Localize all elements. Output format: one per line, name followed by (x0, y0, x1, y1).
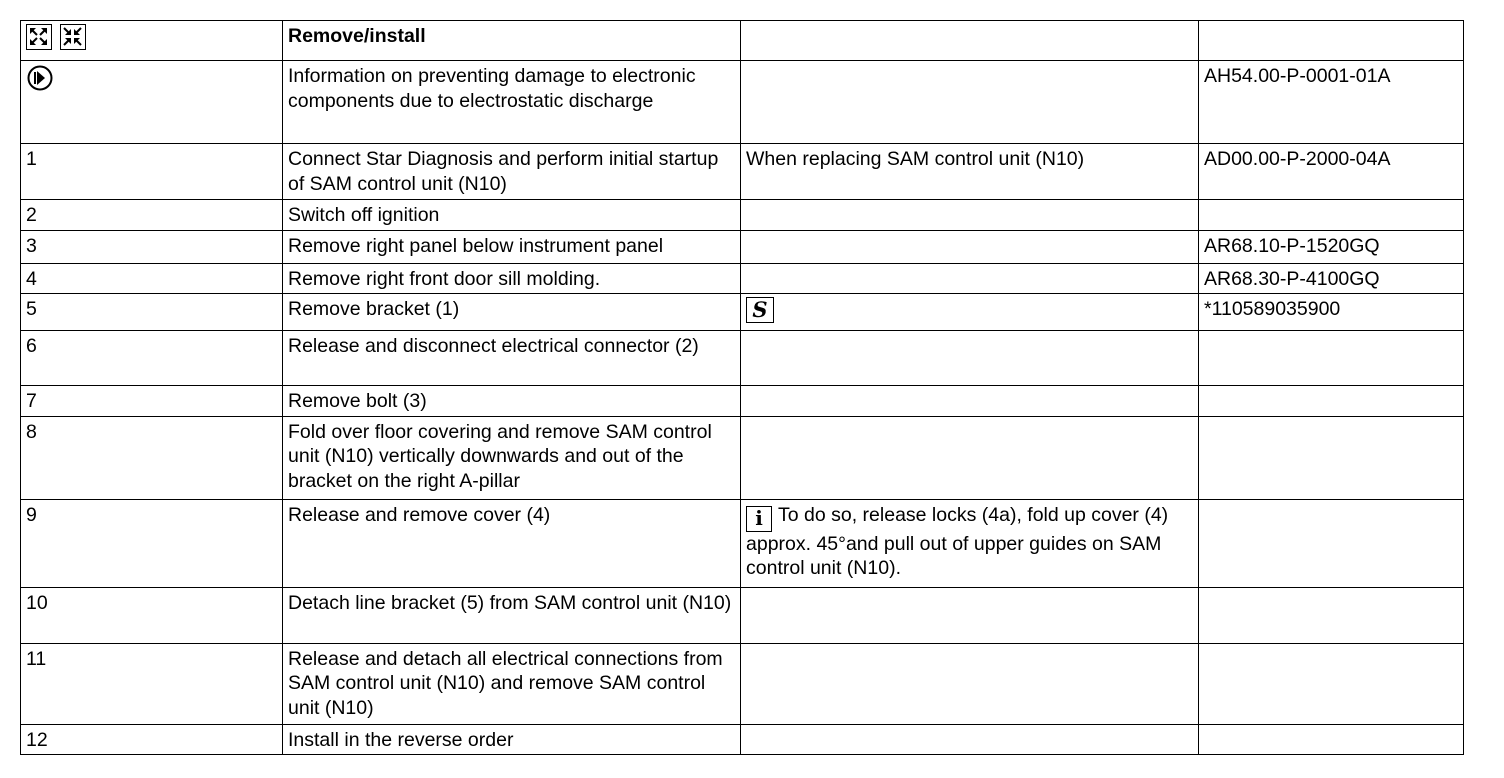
step-ref[interactable]: AR68.10-P-1520GQ (1199, 230, 1464, 263)
step-ref (1199, 643, 1464, 724)
step-note-cell (741, 724, 1199, 755)
step-ref (1199, 587, 1464, 643)
step-note-cell (741, 144, 1199, 200)
step-note-cell (741, 416, 1199, 499)
table-row (21, 331, 1464, 386)
notice-text: Information on preventing damage to electronic components due to electrostatic discharge (283, 61, 741, 144)
step-text: Release and detach all electrical connections from SAM control unit (N10) and remove SAM control unit (N10) (283, 643, 741, 724)
step-number: 4 (21, 263, 283, 294)
step-ref (1199, 499, 1464, 587)
step-note-cell (741, 386, 1199, 417)
notice-ref[interactable]: AH54.00-P-0001-01A (1199, 61, 1464, 144)
expand-icon[interactable] (26, 24, 52, 50)
step-number: 10 (21, 587, 283, 643)
step-number: 7 (21, 386, 283, 417)
step-number: 1 (21, 144, 283, 200)
step-text: Remove right panel below instrument panel (283, 230, 741, 263)
step-text: Fold over floor covering and remove SAM control unit (N10) vertically downwards and out of the bracket on the right A-pillar (283, 416, 741, 499)
step-note: To do so, release locks (4a), fold up cover (4) approx. 45°and pull out of upper guides on SAM control unit (N10). (746, 503, 1169, 579)
table-row (21, 643, 1464, 724)
special-tool-icon[interactable]: S (746, 297, 774, 323)
notice-icon-cell (21, 61, 283, 144)
step-number: 11 (21, 643, 283, 724)
header-icons-cell (21, 21, 283, 61)
notice-note (741, 61, 1199, 144)
step-ref[interactable]: AR68.30-P-4100GQ (1199, 263, 1464, 294)
table-row (21, 144, 1464, 200)
step-text: Install in the reverse order (283, 724, 741, 755)
step-text: Remove right front door sill molding. (283, 263, 741, 294)
step-number: 2 (21, 200, 283, 231)
step-note-cell (741, 643, 1199, 724)
step-number: 3 (21, 230, 283, 263)
step-number: 8 (21, 416, 283, 499)
table-row (21, 416, 1464, 499)
header-empty-ref (1199, 21, 1464, 61)
step-ref (1199, 200, 1464, 231)
step-ref[interactable]: AD00.00-P-2000-04A (1199, 144, 1464, 200)
step-text: Connect Star Diagnosis and perform initial startup of SAM control unit (N10) (283, 144, 741, 200)
step-text: Switch off ignition (283, 200, 741, 231)
step-note-cell (741, 230, 1199, 263)
table-row (21, 724, 1464, 755)
step-number: 5 (21, 294, 283, 331)
step-ref[interactable]: *110589035900 (1199, 294, 1464, 331)
step-text: Remove bolt (3) (283, 386, 741, 417)
step-number: 6 (21, 331, 283, 386)
step-note-cell (741, 499, 1199, 587)
header-title: Remove/install (283, 21, 741, 61)
collapse-icon[interactable] (60, 24, 86, 50)
table-row (21, 230, 1464, 263)
step-note-cell (741, 331, 1199, 386)
step-ref (1199, 724, 1464, 755)
table-row (21, 294, 1464, 331)
step-note-cell (741, 200, 1199, 231)
step-text: Release and remove cover (4) (283, 499, 741, 587)
esd-warning-icon (26, 64, 54, 92)
step-ref (1199, 386, 1464, 417)
table-row (21, 587, 1464, 643)
step-note-cell (741, 263, 1199, 294)
info-icon[interactable]: i (746, 506, 772, 532)
step-ref (1199, 416, 1464, 499)
step-note: When replacing SAM control unit (N10) (746, 148, 1085, 170)
step-text: Remove bracket (1) (283, 294, 741, 331)
table-row (21, 386, 1464, 417)
step-text: Detach line bracket (5) from SAM control unit (N10) (283, 587, 741, 643)
table-row (21, 499, 1464, 587)
step-number: 12 (21, 724, 283, 755)
header-row (21, 21, 1464, 61)
step-text: Release and disconnect electrical connector (2) (283, 331, 741, 386)
step-note-cell (741, 587, 1199, 643)
procedure-table (20, 20, 1464, 755)
step-note-cell (741, 294, 1199, 331)
header-empty-note (741, 21, 1199, 61)
notice-row (21, 61, 1464, 144)
step-ref (1199, 331, 1464, 386)
table-row (21, 200, 1464, 231)
table-row (21, 263, 1464, 294)
step-number: 9 (21, 499, 283, 587)
